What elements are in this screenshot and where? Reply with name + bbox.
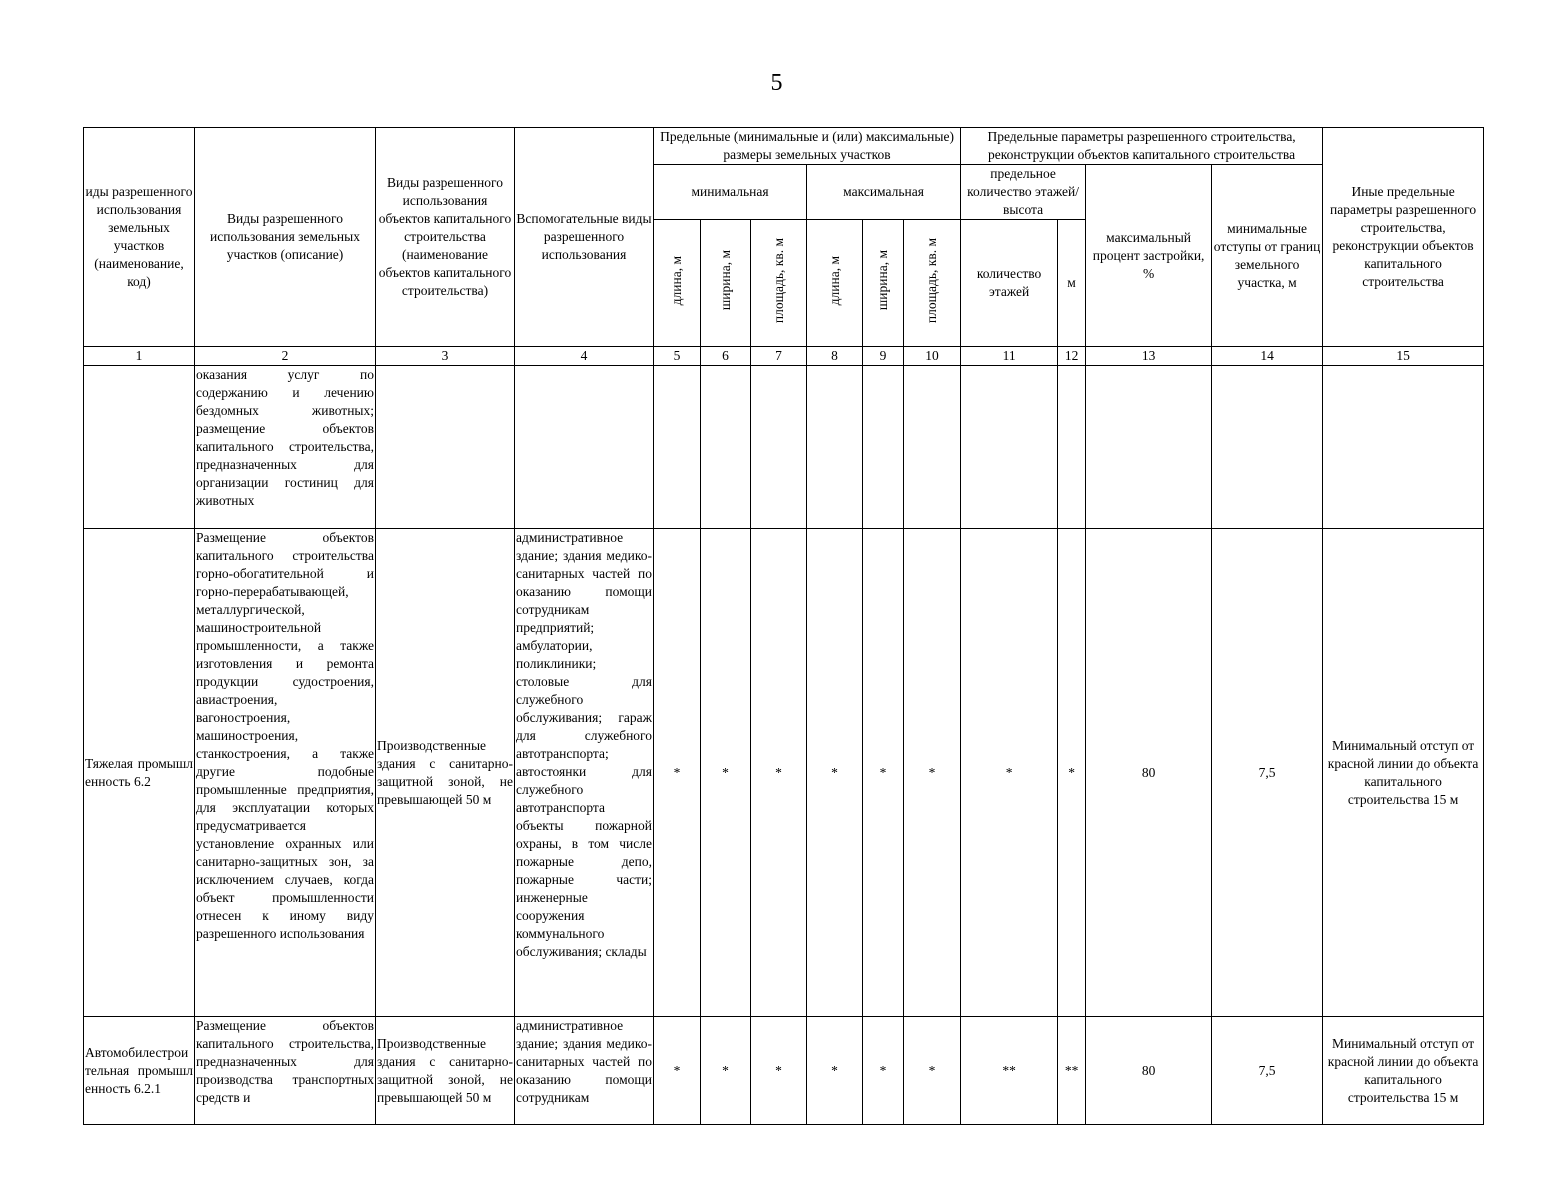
row-oks	[376, 366, 515, 529]
row-name: Тяжелая промышленность 6.2	[84, 529, 195, 1017]
header-meters: м	[1058, 220, 1086, 347]
row-cell: **	[961, 1017, 1058, 1125]
row-aux: административное здание; здания медико-санитарных частей по оказанию помощи сотрудникам предприятий; амбулатории, поликлиники; столовые для служебного обслуживания; гараж для служебного автотранспорта; автостоянки для служебного автотранспорта объекты пожарной охраны, в том числе пожарные депо, пожарные части; инженерные сооружения коммунального обслуживания; склады	[515, 529, 654, 1017]
header-max-length: длина, м	[807, 220, 863, 347]
row-oks: Производственные здания с санитарно-защитной зоной, не превышающей 50 м	[376, 1017, 515, 1125]
row-cell: *	[701, 1017, 751, 1125]
header-max: максимальная	[807, 165, 961, 220]
column-number: 12	[1058, 347, 1086, 366]
header-max-area: площадь, кв. м	[904, 220, 961, 347]
column-number: 14	[1212, 347, 1323, 366]
row-cell	[863, 366, 904, 529]
row-description: Размещение объектов капитального строительства, предназначенных для производства транспортных средств и	[195, 1017, 376, 1125]
row-aux	[515, 366, 654, 529]
header-max-width: ширина, м	[863, 220, 904, 347]
column-number: 9	[863, 347, 904, 366]
column-number: 8	[807, 347, 863, 366]
row-name: Автомобилестроительная промышленность 6.2.1	[84, 1017, 195, 1125]
column-number: 5	[654, 347, 701, 366]
table-row	[84, 366, 1484, 529]
row-cell: *	[807, 1017, 863, 1125]
row-cell: *	[1058, 529, 1086, 1017]
column-number: 2	[195, 347, 376, 366]
table-row	[84, 529, 1484, 1017]
header-min: минимальная	[654, 165, 807, 220]
row-oks: Производственные здания с санитарно-защитной зоной, не превышающей 50 м	[376, 529, 515, 1017]
row-aux: административное здание; здания медико-санитарных частей по оказанию помощи сотрудникам	[515, 1017, 654, 1125]
row-cell	[654, 366, 701, 529]
row-cell: **	[1058, 1017, 1086, 1125]
header-group-sizes: Предельные (минимальные и (или) максимальные) размеры земельных участков	[654, 128, 961, 165]
row-description: оказания услуг по содержанию и лечению бездомных животных; размещение объектов капитального строительства, предназначенных для организации гостиниц для животных	[195, 366, 376, 529]
header-other: Иные предельные параметры разрешенного строительства, реконструкции объектов капитального строительства	[1323, 128, 1484, 347]
row-description: Размещение объектов капитального строительства горно-обогатительной и горно-перерабатывающей, металлургической, машиностроительной промышленности, а также изготовления и ремонта продукции судостроения, авиастроения, вагоностроения, машиностроения, станкостроения, а также другие подобные промышленные предприятия, для эксплуатации которых предусматривается установление охранных или санитарно-защитных зон, за исключением случаев, когда объект промышленности отнесен к иному виду разрешенного использования	[195, 529, 376, 1017]
row-cell	[751, 366, 807, 529]
column-number: 15	[1323, 347, 1484, 366]
row-cell: 80	[1086, 1017, 1212, 1125]
row-cell: *	[751, 1017, 807, 1125]
row-cell: 7,5	[1212, 529, 1323, 1017]
zoning-table	[83, 127, 1484, 1125]
column-number: 7	[751, 347, 807, 366]
column-number-row	[84, 347, 1484, 366]
header-col4: Вспомогательные виды разрешенного использования	[515, 128, 654, 347]
header-floors-group: предельное количество этажей/высота	[961, 165, 1086, 220]
column-number: 10	[904, 347, 961, 366]
row-cell: *	[904, 1017, 961, 1125]
column-number: 6	[701, 347, 751, 366]
row-cell: *	[654, 1017, 701, 1125]
column-number: 11	[961, 347, 1058, 366]
header-min-width: ширина, м	[701, 220, 751, 347]
row-other: Минимальный отступ от красной линии до объекта капитального строительства 15 м	[1323, 529, 1484, 1017]
row-cell: 7,5	[1212, 1017, 1323, 1125]
column-number: 3	[376, 347, 515, 366]
row-cell: *	[751, 529, 807, 1017]
row-cell: *	[904, 529, 961, 1017]
header-col2: Виды разрешенного использования земельных участков (описание)	[195, 128, 376, 347]
row-other	[1323, 366, 1484, 529]
column-number: 13	[1086, 347, 1212, 366]
header-col1: иды разрешенного использования земельных участков (наименование, код)	[84, 128, 195, 347]
row-name	[84, 366, 195, 529]
row-cell: *	[807, 529, 863, 1017]
header-min-area: площадь, кв. м	[751, 220, 807, 347]
page-number: 5	[770, 70, 783, 96]
table-row	[84, 1017, 1484, 1125]
row-cell	[904, 366, 961, 529]
row-cell: *	[863, 1017, 904, 1125]
column-number: 4	[515, 347, 654, 366]
row-cell: 80	[1086, 529, 1212, 1017]
header-group-params: Предельные параметры разрешенного строительства, реконструкции объектов капитального строительства	[961, 128, 1323, 165]
row-cell: *	[654, 529, 701, 1017]
row-cell	[1086, 366, 1212, 529]
header-col3: Виды разрешенного использования объектов капитального строительства (наименование объектов капитального строительства)	[376, 128, 515, 347]
row-cell: *	[961, 529, 1058, 1017]
header-max-percent: максимальный процент застройки, %	[1086, 165, 1212, 347]
row-cell	[1058, 366, 1086, 529]
header-min-setback: минимальные отступы от границ земельного участка, м	[1212, 165, 1323, 347]
header-floors: количество этажей	[961, 220, 1058, 347]
row-cell	[961, 366, 1058, 529]
header-min-length: длина, м	[654, 220, 701, 347]
row-cell	[701, 366, 751, 529]
row-other: Минимальный отступ от красной линии до объекта капитального строительства 15 м	[1323, 1017, 1484, 1125]
row-cell	[1212, 366, 1323, 529]
row-cell	[807, 366, 863, 529]
row-cell: *	[701, 529, 751, 1017]
row-cell: *	[863, 529, 904, 1017]
column-number: 1	[84, 347, 195, 366]
